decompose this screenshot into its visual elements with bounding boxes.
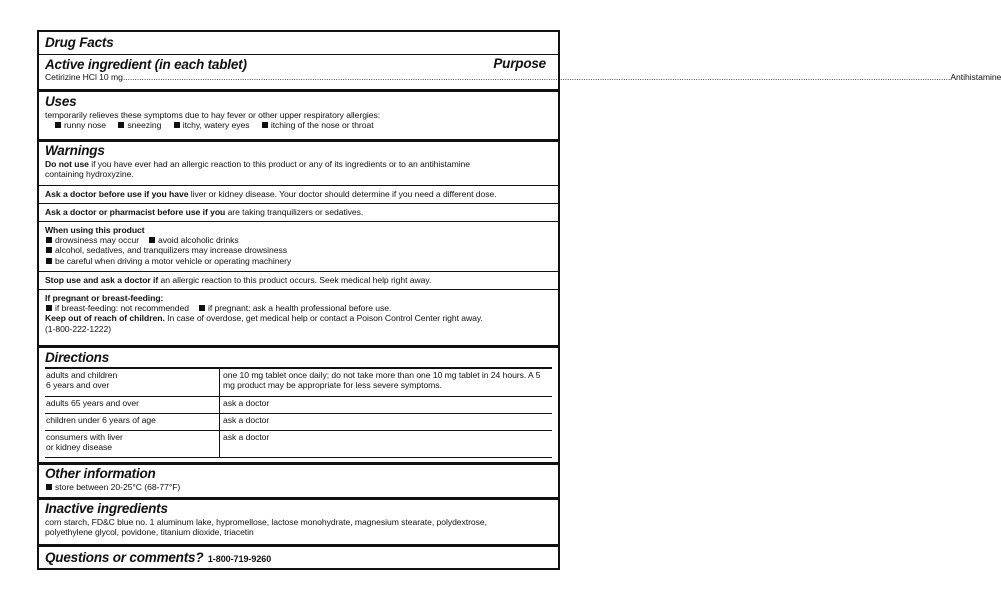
divider <box>39 271 558 272</box>
bullet-icon <box>46 237 52 243</box>
bullet-icon <box>46 247 52 253</box>
bullet-icon <box>174 122 180 128</box>
warnings-heading: Warnings <box>45 143 105 158</box>
questions-heading: Questions or comments? <box>45 550 204 565</box>
ask-doctor-warning <box>39 189 558 199</box>
table-cell: one 10 mg tablet once daily; do not take more than one 10 mg tablet in 24 hours. A 5 mg product may be appropriate for less severe symptoms. <box>223 370 541 391</box>
bullet-icon <box>46 258 52 264</box>
other-info-heading: Other information <box>45 466 156 481</box>
directions-table <box>39 367 558 457</box>
uses-intro: temporarily relieves these symptoms due to hay fever or other upper respiratory allergies: <box>45 110 381 120</box>
list-item: sneezing <box>127 120 162 131</box>
do-not-use-label: Do not use <box>45 159 89 169</box>
inactive-ingredients-section <box>39 501 558 537</box>
dot-leader: .................................................................................................................................................................................................................................................................................................................................................................. <box>122 72 951 82</box>
divider <box>39 203 558 204</box>
active-ingredient-section <box>39 56 1001 82</box>
table-row <box>45 413 552 428</box>
keep-out-label: Keep out of reach of children. <box>45 313 165 324</box>
table-cell: ask a doctor <box>223 415 270 425</box>
inactive-ingredients-text: corn starch, FD&C blue no. 1 aluminum lake, hypromellose, lactose monohydrate, magnesium stearate, polydextrose, <box>45 517 487 527</box>
list-item: alcohol, sedatives, and tranquilizers may increase drowsiness <box>55 245 287 256</box>
bullet-icon <box>55 122 61 128</box>
table-cell: ask a doctor <box>223 432 270 442</box>
pregnancy-section <box>39 293 558 334</box>
poison-control-phone: (1-800-222-1222) <box>45 323 112 334</box>
list-item: avoid alcoholic drinks <box>158 235 239 246</box>
ask-pharmacist-label: Ask a doctor or pharmacist before use if you <box>45 207 226 217</box>
questions-phone: 1-800-719-9260 <box>207 554 272 564</box>
divider <box>39 345 558 348</box>
bullet-icon <box>149 237 155 243</box>
bullet-icon <box>46 484 52 490</box>
list-item: runny nose <box>64 120 107 131</box>
inactive-ingredients-heading: Inactive ingredients <box>45 501 168 516</box>
table-cell: children under 6 years of age <box>46 415 156 425</box>
stop-use-warning <box>39 275 558 285</box>
list-item: itchy, watery eyes <box>182 120 250 131</box>
bullet-icon <box>46 305 52 311</box>
divider <box>39 544 558 547</box>
uses-heading: Uses <box>45 94 77 109</box>
table-cell: adults 65 years and over <box>46 398 139 408</box>
do-not-use-text-2: containing hydroxyzine. <box>45 169 134 180</box>
table-cell: 6 years and over <box>46 380 110 391</box>
drug-facts-panel <box>37 30 1001 570</box>
list-item: drowsiness may occur <box>55 235 140 246</box>
list-item: store between 20-25°C (68-77°F) <box>55 482 181 492</box>
ask-pharmacist-warning <box>39 207 558 217</box>
questions-section <box>39 549 558 567</box>
active-ingredient-purpose: Antihistamine <box>950 72 1001 82</box>
warnings-section <box>39 143 558 179</box>
ask-doctor-text: liver or kidney disease. Your doctor should determine if you need a different dose. <box>188 189 497 199</box>
divider <box>39 89 558 92</box>
ask-doctor-label: Ask a doctor before use if you have <box>45 189 189 199</box>
stop-use-text: an allergic reaction to this product occurs. Seek medical help right away. <box>158 275 432 285</box>
when-using-heading: When using this product <box>45 225 145 235</box>
purpose-heading: Purpose <box>493 56 546 71</box>
list-item: if pregnant: ask a health professional before use. <box>207 303 392 314</box>
other-info-section <box>39 466 558 492</box>
list-item: itching of the nose or throat <box>270 120 374 131</box>
pregnancy-heading: If pregnant or breast-feeding: <box>45 293 164 303</box>
table-row <box>45 430 552 457</box>
bullet-icon <box>118 122 124 128</box>
uses-section <box>39 94 558 130</box>
uses-list <box>45 120 552 130</box>
table-row <box>45 368 552 396</box>
stop-use-label: Stop use and ask a doctor if <box>45 275 159 285</box>
table-cell: or kidney disease <box>46 442 113 453</box>
panel-title: Drug Facts <box>45 35 114 50</box>
divider <box>39 497 558 500</box>
bullet-icon <box>199 305 205 311</box>
table-cell: ask a doctor <box>223 398 270 408</box>
list-item: be careful when driving a motor vehicle or operating machinery <box>55 255 292 266</box>
divider <box>39 221 558 222</box>
divider <box>39 289 558 290</box>
active-ingredient-name: Cetirizine HCl 10 mg <box>45 72 123 82</box>
divider <box>39 139 558 142</box>
keep-out-text: In case of overdose, get medical help or contact a Poison Control Center right away. <box>164 313 483 324</box>
ask-pharmacist-text: are taking tranquilizers or sedatives. <box>225 207 364 217</box>
divider <box>39 54 558 55</box>
active-ingredient-heading: Active ingredient (in each tablet) <box>45 57 247 72</box>
do-not-use-text: if you have ever had an allergic reaction to this product or any of its ingredients or to an antihistamine <box>88 159 471 169</box>
table-cell: consumers with liver <box>46 432 123 442</box>
divider <box>39 462 558 465</box>
when-using-section <box>39 225 558 266</box>
inactive-ingredients-text-2: polyethylene glycol, povidone, titanium dioxide, triacetin <box>45 527 254 538</box>
bullet-icon <box>262 122 268 128</box>
table-row <box>45 396 552 411</box>
divider <box>39 185 558 186</box>
table-cell: adults and children <box>46 370 118 380</box>
directions-heading: Directions <box>45 350 110 365</box>
list-item: if breast-feeding: not recommended <box>55 303 189 314</box>
